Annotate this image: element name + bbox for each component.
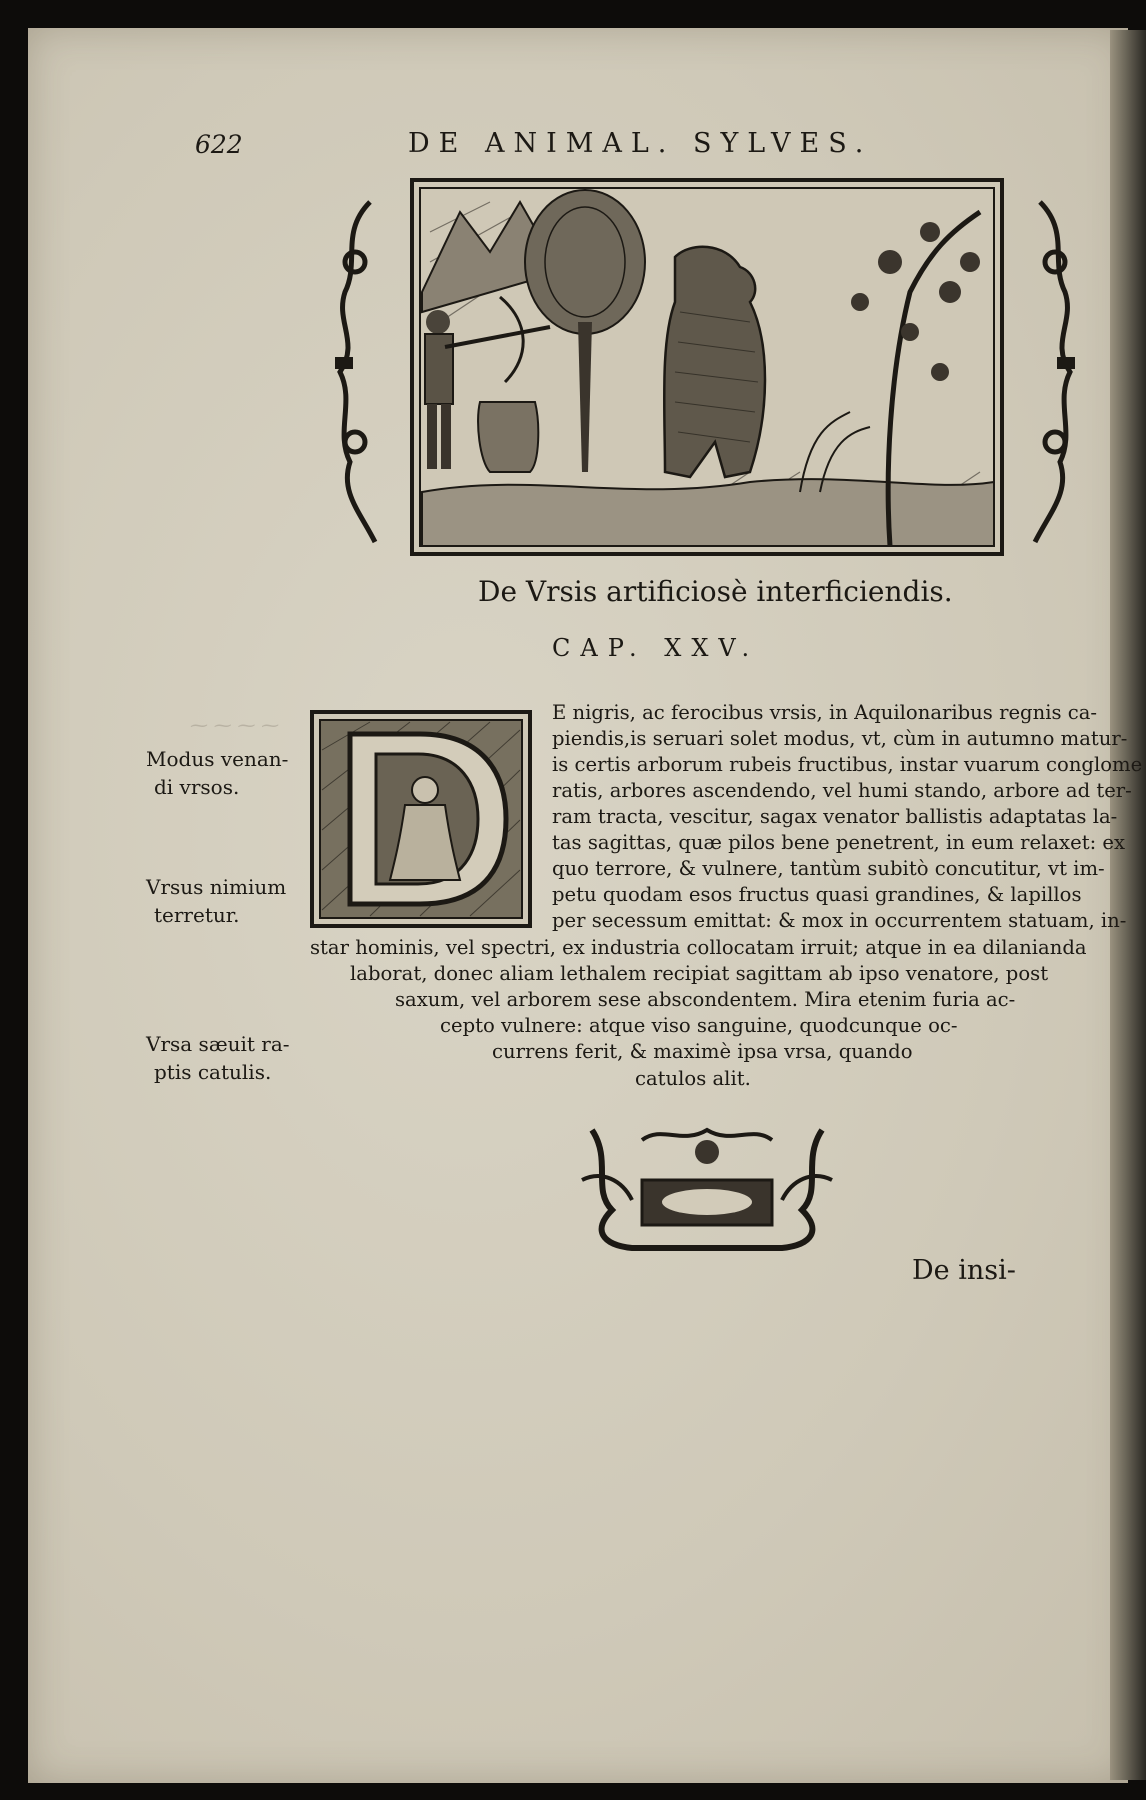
- body-line: quo terrore, & vulnere, tantùm subitò concutitur, vt im-: [552, 857, 1105, 880]
- body-line: is certis arborum rubeis fructibus, instar vuarum conglome: [552, 753, 1143, 776]
- marginal-note-line: Modus venan-: [146, 747, 289, 771]
- body-line: E nigris, ac ferocibus vrsis, in Aquilonaribus regnis ca-: [552, 701, 1098, 724]
- page-number: 622: [195, 130, 243, 159]
- page-edge-binding: [1110, 30, 1146, 1780]
- woodcut-illustration: [330, 172, 1080, 562]
- body-line: petu quodam esos fructus quasi grandines, & lapillos: [552, 883, 1082, 906]
- show-through-text: ⁓ ⁓ ⁓ ⁓: [190, 715, 280, 736]
- body-line: cepto vulnere: atque viso sanguine, quodcunque oc-: [440, 1014, 958, 1037]
- body-line: ratis, arbores ascendendo, vel humi stando, arbore ad ter-: [552, 779, 1132, 802]
- marginal-note-line: ptis catulis.: [154, 1060, 272, 1084]
- chapter-number: CAP. XXV.: [552, 634, 760, 662]
- marginal-note-line: Vrsa sæuit ra-: [146, 1032, 290, 1056]
- body-line: tas sagittas, quæ pilos bene penetrent, in eum relaxet: ex: [552, 831, 1126, 854]
- body-line: star hominis, vel spectri, ex industria collocatam irruit; atque in ea dilanianda: [310, 936, 1087, 959]
- marginal-note-line: di vrsos.: [154, 775, 240, 799]
- tailpiece-ornament: [572, 1120, 842, 1256]
- marginal-note: [146, 745, 288, 801]
- body-line: currens ferit, & maximè ipsa vrsa, quando: [492, 1040, 913, 1063]
- body-line: catulos alit.: [635, 1067, 751, 1090]
- chapter-title: De Vrsis artificiosè interficiendis.: [478, 575, 953, 608]
- body-line: per secessum emittat: & mox in occurrentem statuam, in-: [552, 909, 1127, 932]
- catchword: De insi-: [912, 1255, 1016, 1286]
- marginal-note: [146, 1030, 290, 1086]
- body-line: saxum, vel arborem sese abscondentem. Mira etenim furia ac-: [395, 988, 1016, 1011]
- marginal-note-line: terretur.: [154, 903, 240, 927]
- body-line: laborat, donec aliam lethalem recipiat sagittam ab ipso venatore, post: [350, 962, 1049, 985]
- body-line: ram tracta, vescitur, sagax venator ballistis adaptatas la-: [552, 805, 1118, 828]
- marginal-note: [146, 873, 286, 929]
- running-head: DE ANIMAL. SYLVES.: [408, 128, 873, 159]
- body-line: piendis,is seruari solet modus, vt, cùm in autumno matur-: [552, 727, 1128, 750]
- decorated-initial: [310, 710, 532, 928]
- marginal-note-line: Vrsus nimium: [146, 875, 287, 899]
